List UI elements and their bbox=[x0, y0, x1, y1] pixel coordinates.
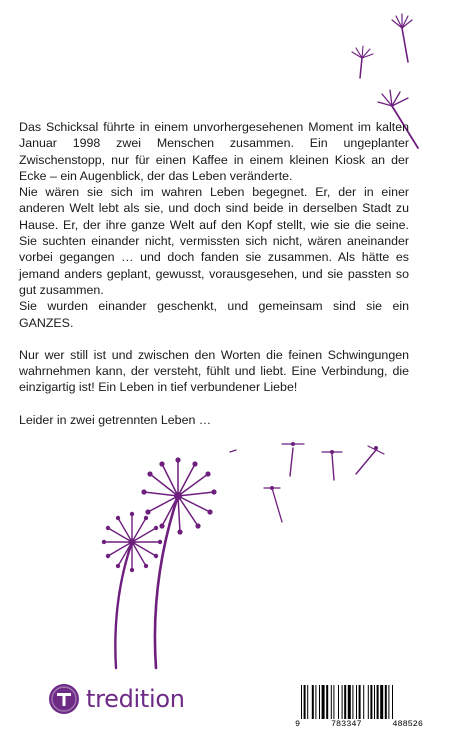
blurb-paragraph: Nur wer still ist und zwischen den Worten die feinen Schwingungen wahrnehmen kann, der versteht, fühlt und liebt. Eine Verbindung, die einzigartig ist! Ein Leben in tief verbundener Liebe! bbox=[19, 347, 409, 395]
barcode-digits-left: 783347 bbox=[330, 719, 362, 729]
blurb-paragraph: Sie wurden einander geschenkt, und gemeinsam sind sie ein GANZES. bbox=[19, 299, 409, 330]
tredition-logo-icon bbox=[49, 684, 79, 714]
blurb-paragraph: Nie wären sie sich im wahren Leben begegnet. Er, der in einer anderen Welt lebt als sie, und doch sind beide in derselben Stadt zu Hause. Er, der ihre ganze Welt auf den Kopf stellt, wie sie die seine. Sie suchten einander nicht, vermissten sich nicht, wären aneinander vorbei gegangen … und doch fanden sie zusammen. Als hätte es jemand anders geplant, gewusst, vorausgesehen, und sie passten so gut zusammen. bbox=[19, 185, 409, 297]
isbn-barcode bbox=[293, 685, 425, 730]
dandelion-illustration bbox=[50, 430, 390, 670]
publisher-logo bbox=[49, 682, 185, 716]
barcode-digit-prefix: 9 bbox=[295, 719, 301, 729]
blurb-paragraph: Leider in zwei getrennten Leben … bbox=[19, 412, 212, 427]
barcode-digits-right: 488526 bbox=[392, 719, 423, 729]
publisher-name: tredition bbox=[86, 685, 185, 713]
back-cover-blurb bbox=[19, 119, 409, 428]
blurb-paragraph: Das Schicksal führte in einem unvorhergesehenen Moment im kalten Januar 1998 zwei Menschen zusammen. Ein ungeplanter Zwischenstopp, nur für einen Kaffee in einem kleinen Kiosk an der Ecke – ein Augenblick, der das Leben veränderte. bbox=[19, 120, 409, 183]
